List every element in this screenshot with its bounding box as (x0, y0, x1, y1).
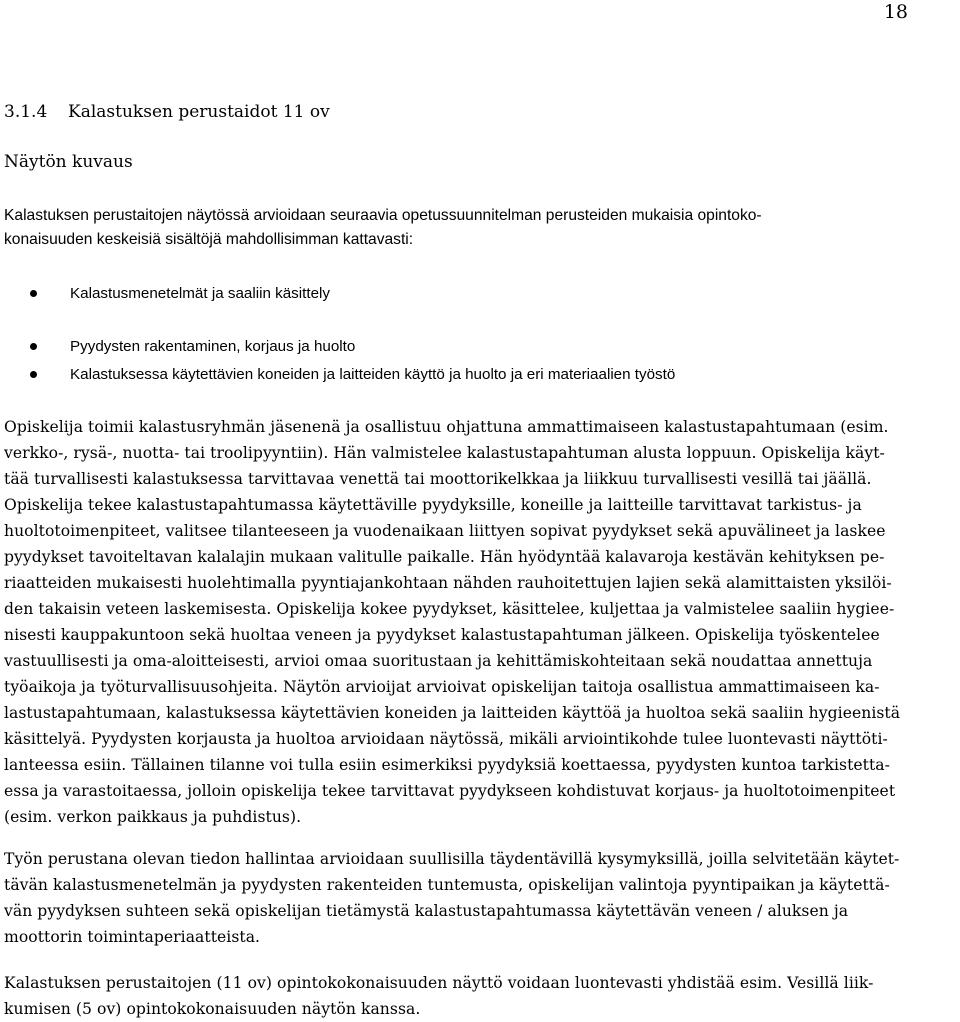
text-line: verkko-, rysä-, nuotta- tai troolipyyntiin). Hän valmistelee kalastustapahtuman alusta loppuun. Opiskelija käyt- (4, 444, 885, 462)
text-line: kumisen (5 ov) opintokokonaisuuden näytön kanssa. (4, 1000, 421, 1018)
page-number: 18 (883, 1, 908, 23)
section-heading (4, 100, 330, 124)
text-line: essa ja varastoitaessa, jolloin opiskelija tekee tarvittavat pyydykseen kohdistuvat korjaus- ja huoltotoimenpiteet (4, 782, 896, 800)
intro-line: Kalastuksen perustaitojen näytössä arvioidaan seuraavia opetussuunnitelman perusteiden mukaisia opintoko- (4, 207, 762, 224)
text-line: den takaisin veteen laskemisesta. Opiskelija kokee pyydykset, käsittelee, kuljettaa ja valmistelee saaliin hygiee- (4, 600, 895, 618)
text-line: Työn perustana olevan tiedon hallintaa arvioidaan suullisilla täydentävillä kysymyksillä, joilla selvitetään käytet- (4, 850, 900, 868)
text-line: (esim. verkon paikkaus ja puhdistus). (4, 808, 302, 826)
paragraph-2 (4, 846, 954, 950)
text-line: Opiskelija tekee kalastustapahtumassa käytettäville pyydyksille, koneille ja laitteille tarvittavat tarkistus- ja (4, 496, 862, 514)
paragraph-3 (4, 970, 954, 1022)
subheading: Näytön kuvaus (4, 152, 133, 172)
text-line: moottorin toimintaperiaatteista. (4, 928, 261, 946)
list-item-text: Pyydysten rakentaminen, korjaus ja huolto (70, 338, 356, 355)
text-line: lanteessa esiin. Tällainen tilanne voi tulla esiin esimerkiksi pyydyksiä koettaessa, pyydysten kuntoa tarkistetta- (4, 756, 890, 774)
text-line: Opiskelija toimii kalastusryhmän jäsenenä ja osallistuu ohjattuna ammattimaiseen kalastustapahtumaan (esim. (4, 418, 889, 436)
text-line: riaatteiden mukaisesti huolehtimalla pyyntiajankohtaan nähden rauhoitettujen lajien sekä alamittaisten yksilöi- (4, 574, 892, 592)
text-line: tävän kalastusmenetelmän ja pyydysten rakenteiden tuntemusta, opiskelijan valintoja pyyntipaikan ja käytettä- (4, 876, 890, 894)
text-line: nisesti kauppakuntoon sekä huoltaa veneen ja pyydykset kalastustapahtuman jälkeen. Opiskelija työskentelee (4, 626, 880, 644)
text-line: vän pyydyksen suhteen sekä opiskelijan tietämystä kalastustapahtumassa käytettävän veneen / aluksen ja (4, 902, 849, 920)
list-item-text: Kalastusmenetelmät ja saaliin käsittely (70, 285, 330, 302)
bullet-icon (30, 290, 37, 297)
text-line: Kalastuksen perustaitojen (11 ov) opintokokonaisuuden näyttö voidaan luontevasti yhdistää esim. Vesillä liik- (4, 974, 874, 992)
text-line: lastustapahtumaan, kalastuksessa käytettävien koneiden ja laitteiden käyttöä ja huoltoa sekä saaliin hygieenistä (4, 704, 901, 722)
text-line: vastuullisesti ja oma-aloitteisesti, arvioi omaa suoritustaan ja kehittämiskohteitaan sekä noudattaa annettuja (4, 652, 873, 670)
paragraph-1 (4, 414, 954, 830)
bullet-icon (30, 343, 37, 350)
text-line: huoltotoimenpiteet, valitsee tilanteeseen ja vuodenaikaan liittyen sopivat pyydykset sekä apuvälineet ja laskee (4, 522, 886, 540)
intro-paragraph (4, 204, 944, 252)
text-line: työaikoja ja työturvallisuusohjeita. Näytön arvioijat arvioivat opiskelijan taitoja osallistua ammattimaiseen ka- (4, 678, 880, 696)
text-line: käsittelyä. Pyydysten korjausta ja huoltoa arvioidaan näytössä, mikäli arviointikohde tulee luontevasti näyttöti- (4, 730, 888, 748)
text-line: tää turvallisesti kalastuksessa tarvittavaa venettä tai moottorikelkkaa ja liikkuu turvallisesti vesillä tai jäällä. (4, 470, 872, 488)
section-number: 3.1.4 (4, 102, 48, 122)
intro-line: konaisuuden keskeisiä sisältöjä mahdollisimman kattavasti: (4, 231, 414, 248)
bullet-icon (30, 371, 37, 378)
text-line: pyydykset tavoiteltavan kalalajin mukaan valitulle paikalle. Hän hyödyntää kalavaroja kestävän kehityksen pe- (4, 548, 885, 566)
list-item-text: Kalastuksessa käytettävien koneiden ja laitteiden käyttö ja huolto ja eri materiaalien työstö (70, 366, 676, 383)
section-title: Kalastuksen perustaidot 11 ov (68, 102, 330, 122)
